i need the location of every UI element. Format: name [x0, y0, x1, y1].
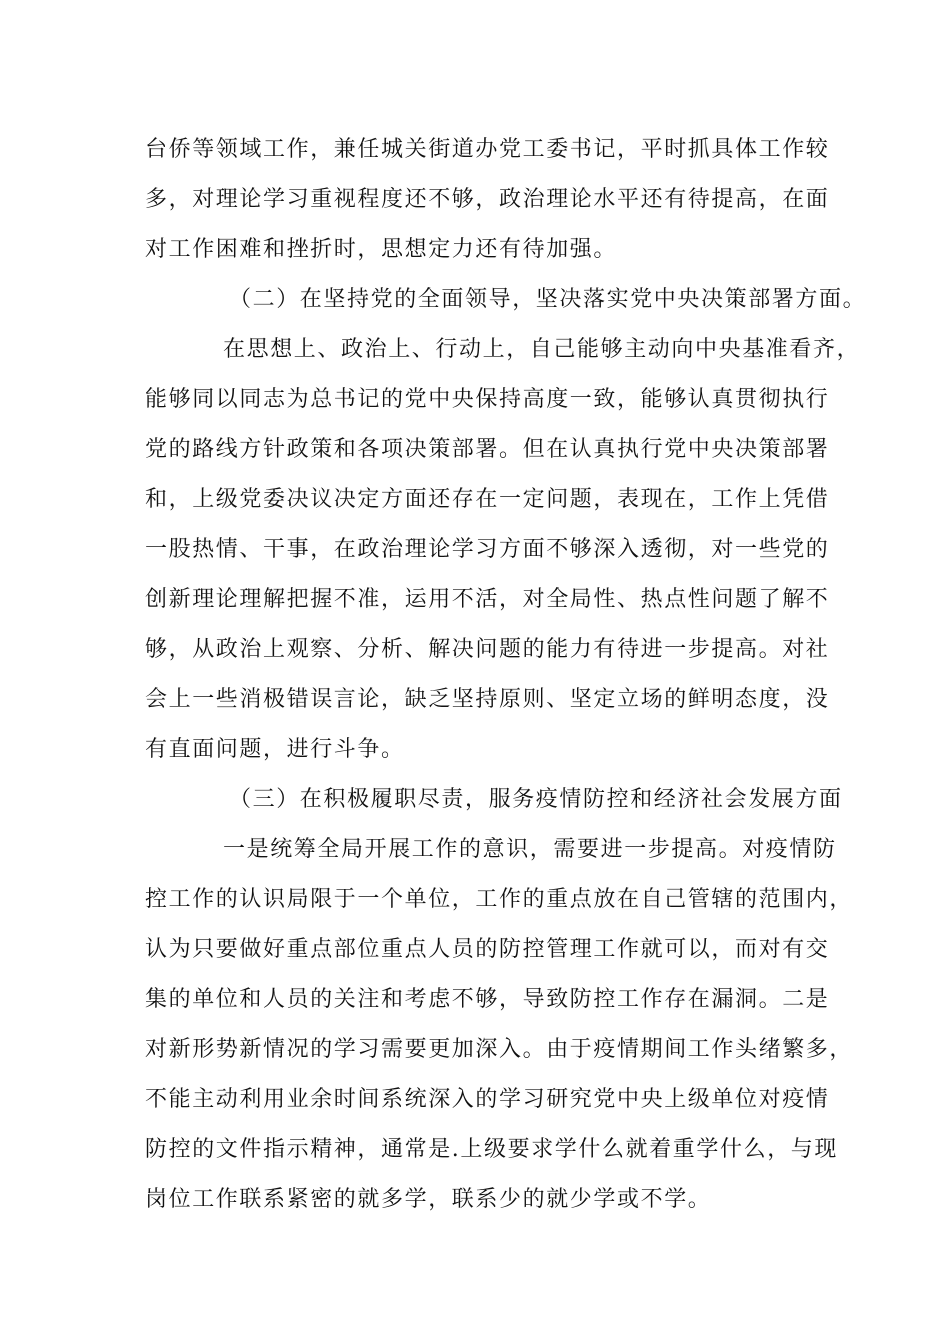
text-line-18: 集的单位和人员的关注和考虑不够，导致防控工作存在漏洞。二是: [145, 987, 830, 1012]
text-line-5: 在思想上、政治上、行动上，自己能够主动向中央基准看齐，: [223, 337, 861, 362]
text-line-6: 能够同以同志为总书记的党中央保持高度一致，能够认真贯彻执行: [145, 387, 830, 412]
text-line-11: 够，从政治上观察、分析、解决问题的能力有待进一步提高。对社: [145, 637, 830, 662]
text-line-9: 一股热情、干事，在政治理论学习方面不够深入透彻，对一些党的: [145, 537, 830, 562]
text-line-3: 对工作困难和挫折时，思想定力还有待加强。: [145, 237, 618, 262]
text-line-13: 有直面问题，进行斗争。: [145, 737, 405, 762]
section-heading-3: （三）在积极履职尽责，服务疫情防控和经济社会发展方面: [229, 787, 843, 812]
text-line-7: 党的路线方针政策和各项决策部署。但在认真执行党中央决策部署: [145, 437, 830, 462]
text-line-22: 岗位工作联系紧密的就多学，联系少的就少学或不学。: [145, 1187, 712, 1212]
section-heading-2: （二）在坚持党的全面领导，坚决落实党中央决策部署方面。: [229, 287, 867, 312]
text-line-2: 多，对理论学习重视程度还不够，政治理论水平还有待提高，在面: [145, 187, 830, 212]
text-line-15: 一是统筹全局开展工作的意识，需要进一步提高。对疫情防: [223, 837, 837, 862]
text-line-16: 控工作的认识局限于一个单位，工作的重点放在自己管辖的范围内，: [145, 887, 854, 912]
text-line-20: 不能主动利用业余时间系统深入的学习研究党中央上级单位对疫情: [145, 1087, 830, 1112]
text-line-12: 会上一些消极错误言论，缺乏坚持原则、坚定立场的鲜明态度，没: [145, 687, 830, 712]
text-line-19: 对新形势新情况的学习需要更加深入。由于疫情期间工作头绪繁多，: [145, 1037, 854, 1062]
text-line-10: 创新理论理解把握不准，运用不活，对全局性、热点性问题了解不: [145, 587, 830, 612]
text-line-1: 台侨等领域工作，兼任城关街道办党工委书记，平时抓具体工作较: [145, 137, 830, 162]
text-line-21: 防控的文件指示精神，通常是.上级要求学什么就着重学什么，与现: [145, 1137, 838, 1162]
text-line-17: 认为只要做好重点部位重点人员的防控管理工作就可以，而对有交: [145, 937, 830, 962]
text-line-8: 和，上级党委决议决定方面还存在一定问题，表现在，工作上凭借: [145, 487, 830, 512]
